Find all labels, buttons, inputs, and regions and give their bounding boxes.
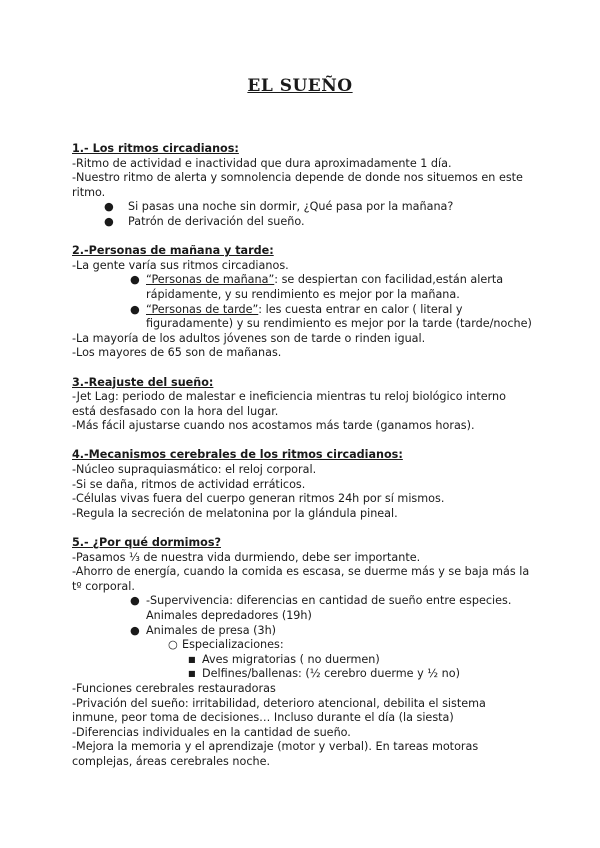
list-item-text: -Supervivencia: diferencias en cantidad de sueño entre especies. Animales depredadores (19h) [146, 594, 512, 622]
text-line: -Regula la secreción de melatonina por la glándula pineal. [72, 506, 398, 520]
text-line: -La gente varía sus ritmos circadianos. [72, 258, 289, 272]
list-item [128, 594, 532, 623]
section-heading: 5.- ¿Por qué dormimos? [72, 536, 222, 550]
list-item-text: Delfines/ballenas: (½ cerebro duerme y ½ no) [202, 667, 460, 681]
list-item [128, 303, 532, 332]
section-brain-mechanisms [72, 448, 532, 521]
text-line: -Nuestro ritmo de alerta y somnolencia depende de donde nos situemos en este ritmo. [72, 171, 523, 199]
list-item-text: Animales de presa (3h) [146, 623, 277, 637]
text-line: -Mejora la memoria y el aprendizaje (motor y verbal). En tareas motoras complejas, áreas cerebrales noche. [72, 740, 479, 768]
section-morning-evening-people [72, 244, 532, 361]
bullet-icon: ● [130, 273, 140, 287]
text-line: -Ritmo de actividad e inactividad que dura aproximadamente 1 día. [72, 156, 452, 170]
list-item-text: Aves migratorias ( no duermen) [202, 652, 380, 666]
section-heading: 1.- Los ritmos circadianos: [72, 142, 239, 155]
section-heading: 3.-Reajuste del sueño: [72, 375, 214, 389]
list-item-text: Patrón de derivación del sueño. [128, 214, 305, 228]
text-line: -Si se daña, ritmos de actividad erráticos. [72, 477, 306, 491]
text-line: -La mayoría de los adultos jóvenes son de tarde o rinden igual. [72, 331, 426, 345]
section-heading: 2.-Personas de mañana y tarde: [72, 244, 274, 258]
bullet-icon: ● [130, 594, 140, 608]
text-line: -Núcleo supraquiasmático: el reloj corporal. [72, 463, 317, 477]
text-line: -Funciones cerebrales restauradoras [72, 681, 276, 695]
text-line: -Células vivas fuera del cuerpo generan ritmos 24h por sí mismos. [72, 492, 445, 506]
page-title: EL SUEÑO [247, 76, 353, 96]
text-line: -Los mayores de 65 son de mañanas. [72, 346, 282, 360]
text-line: -Más fácil ajustarse cuando nos acostamos más tarde (ganamos horas). [72, 419, 475, 433]
text-line: -Pasamos ⅓ de nuestra vida durmiendo, debe ser importante. [72, 550, 421, 564]
document-body [72, 142, 532, 784]
bullet-icon: ● [104, 214, 114, 228]
list-item [128, 624, 532, 639]
list-item [90, 215, 532, 230]
list-item-text: Especializaciones: [182, 638, 284, 652]
section-sleep-readjustment [72, 376, 532, 434]
list-item [90, 200, 532, 215]
list-item [128, 273, 532, 302]
list-item-text: : les cuesta entrar en calor ( literal y figuradamente) y su rendimiento es mejor por la tarde (tarde/noche) [146, 302, 532, 331]
square-bullet-icon: ■ [188, 654, 196, 664]
list-item [168, 638, 532, 653]
bullet-icon: ● [130, 302, 140, 316]
section-circadian-rhythms [72, 142, 532, 230]
section-heading: 4.-Mecanismos cerebrales de los ritmos circadianos: [72, 448, 403, 462]
list-item-label: “Personas de tarde” [146, 302, 259, 316]
text-line: -Diferencias individuales en la cantidad de sueño. [72, 725, 351, 739]
hollow-bullet-icon: ○ [168, 638, 178, 652]
list-item [188, 653, 532, 668]
text-line: -Ahorro de energía, cuando la comida es escasa, se duerme más y se baja más la tº corporal. [72, 565, 530, 593]
text-line: -Privación del sueño: irritabilidad, deterioro atencional, debilita el sistema inmune, peor toma de decisiones… Incluso durante el día (la siesta) [72, 696, 486, 725]
text-line: -Jet Lag: periodo de malestar e ineficiencia mientras tu reloj biológico interno está desfasado con la hora del lugar. [72, 390, 506, 418]
list-item-text: : se despiertan con facilidad,están alerta rápidamente, y su rendimiento es mejor por la mañana. [146, 273, 504, 301]
bullet-icon: ● [104, 200, 114, 214]
list-item [188, 667, 532, 682]
list-item-label: “Personas de mañana” [146, 273, 275, 287]
square-bullet-icon: ■ [188, 669, 196, 679]
section-why-we-sleep [72, 536, 532, 770]
list-item-text: Si pasas una noche sin dormir, ¿Qué pasa por la mañana? [128, 200, 454, 214]
bullet-icon: ● [130, 623, 140, 637]
